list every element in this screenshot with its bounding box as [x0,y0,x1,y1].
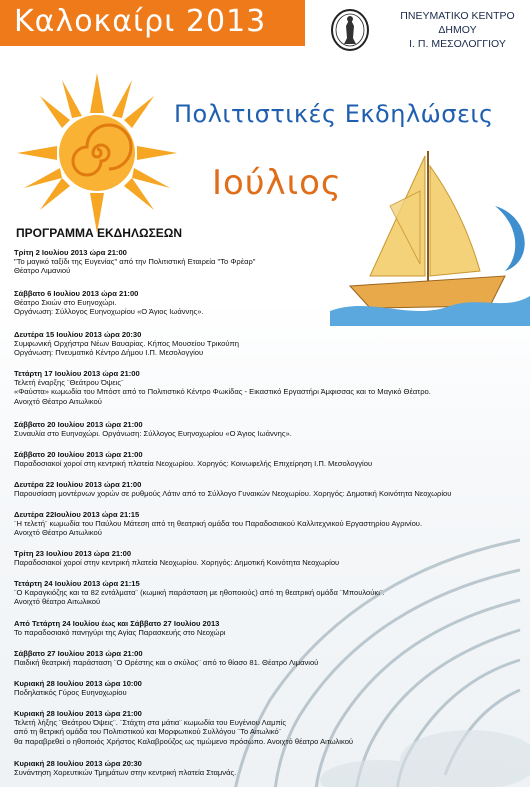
event-line: θα παραβρεθεί ο ηθοποιός Χρήστος Καλαβρούζος ως τιμώμενο πρόσωπο. Ανοιχτό θέατρο Αιτωλικού [14,736,354,746]
event-item [14,619,524,637]
event-line: Το παραδοσιακό πανηγύρι της Αγίας Παρασκευής στο Νεοχώρι [14,628,226,638]
event-item [14,369,524,406]
event-item [14,330,524,358]
event-line: Παραδοσιακοί χοροί στη κεντρική πλατεία Νεοχωρίου. Χορηγός: Κοινωφελής Επιχείρηση Ι.Π. Μεσολογγίου [14,459,373,469]
event-line: Τελετή λήξης ¨Θεάτρου Όψεις¨. ¨Στάχτη στα μάτια¨ κωμωδία του Ευγένιου Λαμπίς [14,718,287,728]
event-date: Δευτέρα 22Ιουλίου 2013 ώρα 21:15 [14,510,140,519]
event-line: Παρουσίαση μοντέρνων χορών σε ρυθμούς Λάτιν από το Σύλλογο Γυναικών Νεοχωρίου. Χορηγός: Δημοτική Κοινότητα Νεοχωρίου [14,489,452,499]
org-line-2: ΔΗΜΟΥ [438,24,477,36]
event-line: Παραδοσιακοί χοροί στην κεντρική πλατεία Νεοχωρίου. Χορηγός: Δημοτική Κοινότητα Νεοχωρίου [14,558,340,568]
month-title: Ιούλιος [212,163,342,203]
sun-icon [12,68,182,238]
event-item [14,420,524,438]
event-line: Ανοιχτό θέατρο Αιτωλικού [14,597,101,607]
event-date: Τετάρτη 17 Ιουλίου 2013 ώρα 21:00 [14,369,140,378]
org-line-3: Ι. Π. ΜΕΣΟΛΟΓΓΙΟΥ [409,38,506,50]
event-line: Οργάνωση: Σύλλογος Ευηνοχωρίου «Ο Άγιος Ιωάννης». [14,307,204,317]
event-line: Τελετή έναρξης ¨Θεάτρου Όψεις¨ [14,378,124,388]
event-item [14,579,524,607]
event-item [14,480,524,498]
title-banner [0,0,305,46]
event-date: Σάββατο 6 Ιουλίου 2013 ώρα 21:00 [14,289,139,298]
event-line: Ανοιχτό Θέατρο Αιτωλικού [14,396,102,406]
event-date: Δευτέρα 15 Ιουλίου 2013 ώρα 20:30 [14,330,142,339]
event-line: ¨Η τελετή¨ κωμωδία του Παύλου Μάτεση από τη θεατρική ομάδα του Παραδοσιακού Καλλιτεχνικού Εργαστηρίου Αγρινίου. [14,519,423,529]
event-line: Ανοιχτό Θέατρο Αιτωλικού [14,528,102,538]
event-item [14,709,524,746]
event-item [14,248,524,276]
event-date: Δευτέρα 22 Ιουλίου 2013 ώρα 21:00 [14,480,142,489]
event-line: Συναυλία στο Ευηνοχώρι. Οργάνωση: Σύλλογος Ευηνοχωρίου «Ο Άγιος Ιωάννης». [14,429,292,439]
event-date: Κυριακή 28 Ιουλίου 2013 ώρα 10:00 [14,679,142,688]
event-date: Τρίτη 2 Ιουλίου 2013 ώρα 21:00 [14,248,127,257]
event-line: ¨Ο Καραγκιόζης και τα 82 εντάλματα¨ (κωμική παράσταση με ηθοποιούς) από τη θεατρική ομάδα ¨Μπουλούκι¨. [14,588,385,598]
subtitle: Πολιτιστικές Εκδηλώσεις [174,100,494,128]
org-line-1: ΠΝΕΥΜΑΤΙΚΟ ΚΕΝΤΡΟ [400,10,515,22]
event-line: Συμφωνική Ορχήστρα Νέων Βαυαρίας. Κήπος Μουσείου Τρικούπη [14,339,240,349]
event-date: Από Τετάρτη 24 Ιουλίου έως και Σάββατο 27 Ιουλίου 2013 [14,619,220,628]
event-date: Τρίτη 23 Ιουλίου 2013 ώρα 21:00 [14,549,132,558]
event-item [14,289,524,317]
event-item [14,450,524,468]
event-item [14,679,524,697]
event-date: Σάββατο 27 Ιουλίου 2013 ώρα 21:00 [14,649,143,658]
event-item [14,510,524,538]
program-heading: ΠΡΟΓΡΑΜΜΑ ΕΚΔΗΛΩΣΕΩΝ [16,226,183,240]
event-line: «Φαύστα» κωμωδία του Μπόστ από το Πολιτιστικό Κέντρο Φωκίδας - Εικαστικό Εργαστήρι Άμφισσας και το Μαγικό Θέατρο. [14,387,431,397]
event-line: Θέατρο Σκιών στο Ευηνοχώρι. [14,298,117,308]
event-date: Σάββατο 20 Ιουλίου 2013 ώρα 21:00 [14,420,143,429]
seal-icon [330,8,370,52]
event-line: Παιδική θεατρική παράσταση ¨Ο Ορέστης και ο σκύλος¨ από το θίασο 81. Θέατρο Λιμανιού [14,658,319,668]
event-date: Σάββατο 20 Ιουλίου 2013 ώρα 21:00 [14,450,143,459]
event-date: Κυριακή 28 Ιουλίου 2013 ώρα 21:00 [14,709,142,718]
event-line: από τη θετρική ομάδα του Πολιτιστικού και Μορφωτικού Συλλόγου ¨Το Αιτωλικό¨ [14,727,282,737]
event-item [14,759,524,777]
event-line: Οργάνωση: Πνευματικό Κέντρο Δήμου Ι.Π. Μεσολογγίου [14,348,204,358]
event-line: Θέατρο Λιμανιού [14,266,71,276]
event-line: Ποδηλατικός Γύρος Ευηνοχωρίου [14,688,127,698]
event-date: Κυριακή 28 Ιουλίου 2013 ώρα 20:30 [14,759,142,768]
poster-title: Καλοκαίρι 2013 [14,4,267,39]
event-date: Τετάρτη 24 Ιουλίου 2013 ώρα 21:15 [14,579,140,588]
event-item [14,549,524,567]
event-line: "Το μαγικό ταξίδι της Ευγενίας" από την Πολιτιστική Εταιρεία "Το Φρέαρ" [14,257,256,267]
event-line: Συνάντηση Χορευτικών Τμημάτων στην κεντρική πλατεία Σταμνάς. [14,768,237,778]
event-item [14,649,524,667]
organization-name [385,9,530,51]
